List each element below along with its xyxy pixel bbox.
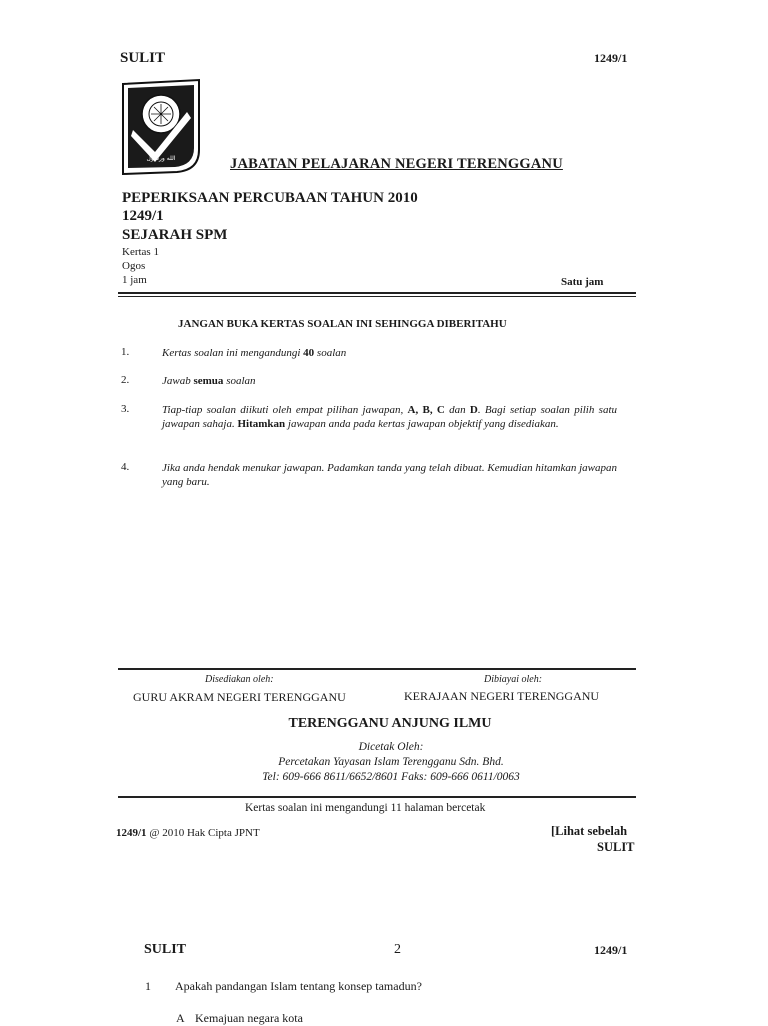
footer-line [116, 827, 260, 839]
footer-sulit: SULIT [597, 840, 635, 854]
question-number: 1 [145, 979, 151, 993]
option-text: Kemajuan negara kota [195, 1011, 303, 1025]
printed-label: Dicetak Oleh: [358, 741, 424, 753]
instruction-number: 2. [121, 374, 130, 386]
shield-logo-icon [119, 78, 203, 176]
prepared-label: Disediakan oleh: [205, 674, 274, 685]
instruction-item: Jawab semua soalan [162, 375, 256, 387]
instruction-item: Jika anda hendak menukar jawapan. Padamkan tanda yang telah dibuat. Kemudian hitamkan jawapan yang baru. [162, 462, 617, 488]
duration-long: Satu jam [561, 276, 604, 288]
warning-text: JANGAN BUKA KERTAS SOALAN INI SEHINGGA DIBERITAHU [178, 318, 507, 330]
page2-number: 2 [394, 942, 401, 957]
divider-credits-top [118, 668, 636, 670]
instruction-number: 1. [121, 346, 130, 358]
month-label: Ogos [122, 260, 146, 272]
prepared-by: GURU AKRAM NEGERI TERENGGANU [133, 690, 346, 704]
instruction-item: Kertas soalan ini mengandungi 40 soalan [162, 347, 347, 359]
pages-note: Kertas soalan ini mengandungi 11 halaman bercetak [245, 802, 486, 814]
divider-credits-bottom [118, 796, 636, 798]
footer-code: 1249/1 [116, 827, 147, 839]
paper-code: 1249/1 [122, 208, 164, 224]
instruction-number: 3. [121, 403, 130, 415]
divider-double-top [118, 292, 636, 294]
duration-short: 1 jam [122, 274, 147, 286]
logo-script: الله ورسول [146, 155, 176, 162]
subject-title: SEJARAH SPM [122, 227, 228, 243]
printer-name: Percetakan Yayasan Islam Terengganu Sdn. Bhd. [278, 756, 504, 768]
exam-title: PEPERIKSAAN PERCUBAAN TAHUN 2010 [122, 190, 418, 206]
jpnt-logo [119, 78, 203, 176]
question-text: Apakah pandangan Islam tentang konsep tamadun? [175, 979, 422, 993]
instruction-item: Tiap-tiap soalan diikuti oleh empat pilihan jawapan, A, B, C dan D. Bagi setiap soalan pilih satu jawapan sahaja. Hitamkan jawapan anda pada kertas jawapan objektif yang disediakan. [162, 404, 617, 430]
option-letter: A [176, 1011, 185, 1025]
motto: TERENGGANU ANJUNG ILMU [288, 716, 492, 731]
printer-contact: Tel: 609-666 8611/6652/8601 Faks: 609-666 0611/0063 [262, 771, 520, 783]
funded-label: Dibiayai oleh: [484, 674, 543, 685]
page2-header-sulit: SULIT [144, 942, 187, 957]
footer-see-next: [Lihat sebelah [551, 824, 628, 838]
header-sulit: SULIT [120, 50, 166, 66]
header-code: 1249/1 [594, 51, 628, 65]
instruction-number: 4. [121, 461, 130, 473]
paper-label: Kertas 1 [122, 246, 159, 258]
footer-copyright: @ 2010 Hak Cipta JPNT [149, 827, 260, 839]
department-title: JABATAN PELAJARAN NEGERI TERENGGANU [230, 156, 563, 172]
funded-by: KERAJAAN NEGERI TERENGGANU [404, 689, 600, 703]
page2-header-code: 1249/1 [594, 943, 628, 957]
divider-double-bottom [118, 296, 636, 297]
